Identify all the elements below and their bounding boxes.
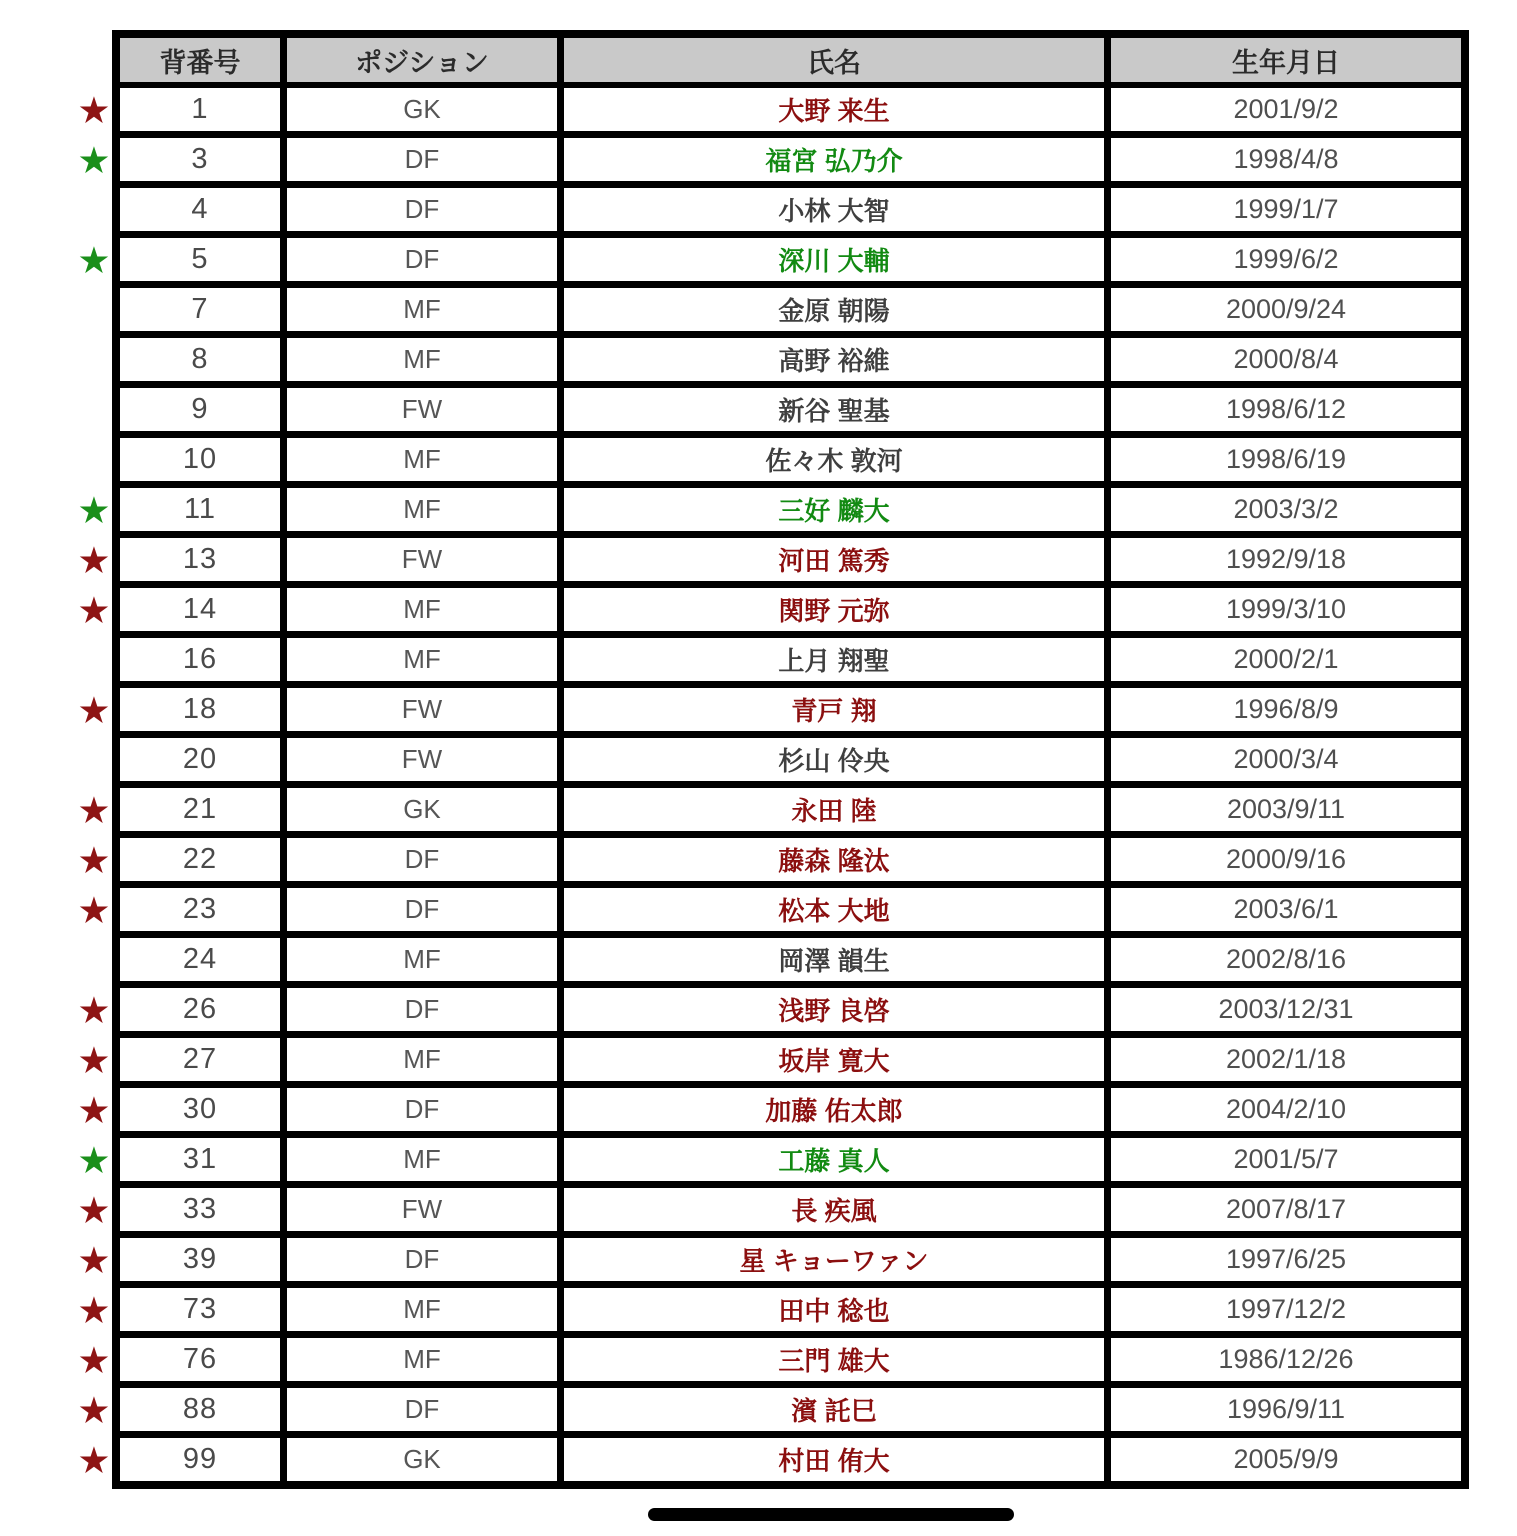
position-cell: MF	[287, 288, 557, 331]
birthdate-cell: 2002/1/18	[1111, 1038, 1461, 1081]
star-icon: ★	[77, 1040, 111, 1081]
birthdate-cell: 2001/5/7	[1111, 1138, 1461, 1181]
birthdate-cell: 2004/2/10	[1111, 1088, 1461, 1131]
position-cell: DF	[287, 188, 557, 231]
jersey-number-cell: 30	[120, 1088, 280, 1131]
position-cell: MF	[287, 588, 557, 631]
star-slot	[76, 89, 112, 132]
jersey-number-cell: 22	[120, 838, 280, 881]
player-name-cell: 加藤 佑太郎	[564, 1088, 1104, 1131]
star-slot	[76, 189, 112, 232]
star-slot	[76, 289, 112, 332]
player-name-cell: 藤森 隆汰	[564, 838, 1104, 881]
player-name-cell: 大野 来生	[564, 88, 1104, 131]
star-slot	[76, 1239, 112, 1282]
star-slot	[76, 489, 112, 532]
player-name-cell: 松本 大地	[564, 888, 1104, 931]
star-icon: ★	[77, 590, 111, 631]
star-icon: ★	[77, 1090, 111, 1131]
column-header-name: 氏名	[564, 38, 1104, 82]
position-cell: FW	[287, 688, 557, 731]
jersey-number-cell: 9	[120, 388, 280, 431]
jersey-number-cell: 31	[120, 1138, 280, 1181]
birthdate-cell: 2007/8/17	[1111, 1188, 1461, 1231]
player-name-cell: 星 キョーワァン	[564, 1238, 1104, 1281]
star-slot	[76, 1339, 112, 1382]
jersey-number-cell: 76	[120, 1338, 280, 1381]
player-name-cell: 三門 雄大	[564, 1338, 1104, 1381]
star-icon: ★	[77, 790, 111, 831]
star-slot	[76, 339, 112, 382]
star-icon: ★	[77, 690, 111, 731]
player-name-cell: 金原 朝陽	[564, 288, 1104, 331]
jersey-number-cell: 27	[120, 1038, 280, 1081]
star-slot	[76, 739, 112, 782]
star-icon: ★	[77, 90, 111, 131]
jersey-number-cell: 88	[120, 1388, 280, 1431]
player-name-cell: 工藤 真人	[564, 1138, 1104, 1181]
jersey-number-cell: 5	[120, 238, 280, 281]
column-header-jersey-number: 背番号	[120, 38, 280, 82]
jersey-number-cell: 23	[120, 888, 280, 931]
position-cell: DF	[287, 988, 557, 1031]
star-icon: ★	[77, 1140, 111, 1181]
birthdate-cell: 1998/4/8	[1111, 138, 1461, 181]
player-name-cell: 濱 託巳	[564, 1388, 1104, 1431]
column-header-birthdate: 生年月日	[1111, 38, 1461, 82]
player-name-cell: 深川 大輔	[564, 238, 1104, 281]
position-cell: GK	[287, 1438, 557, 1481]
position-cell: DF	[287, 838, 557, 881]
player-name-cell: 岡澤 韻生	[564, 938, 1104, 981]
jersey-number-cell: 13	[120, 538, 280, 581]
player-name-cell: 長 疾風	[564, 1188, 1104, 1231]
star-slot	[76, 1289, 112, 1332]
birthdate-cell: 2000/3/4	[1111, 738, 1461, 781]
birthdate-cell: 2003/12/31	[1111, 988, 1461, 1031]
position-cell: DF	[287, 238, 557, 281]
star-icon: ★	[77, 240, 111, 281]
player-name-cell: 佐々木 敦河	[564, 438, 1104, 481]
player-name-cell: 三好 麟大	[564, 488, 1104, 531]
position-cell: MF	[287, 638, 557, 681]
position-cell: MF	[287, 1288, 557, 1331]
position-cell: DF	[287, 1088, 557, 1131]
star-icon: ★	[77, 490, 111, 531]
birthdate-cell: 2000/8/4	[1111, 338, 1461, 381]
star-slot	[76, 1139, 112, 1182]
jersey-number-cell: 4	[120, 188, 280, 231]
jersey-number-cell: 99	[120, 1438, 280, 1481]
jersey-number-cell: 24	[120, 938, 280, 981]
birthdate-cell: 1998/6/12	[1111, 388, 1461, 431]
jersey-number-cell: 20	[120, 738, 280, 781]
position-cell: FW	[287, 1188, 557, 1231]
star-icon: ★	[77, 990, 111, 1031]
position-cell: GK	[287, 88, 557, 131]
star-slot	[76, 639, 112, 682]
birthdate-cell: 1999/3/10	[1111, 588, 1461, 631]
birthdate-cell: 1999/1/7	[1111, 188, 1461, 231]
birthdate-cell: 2000/2/1	[1111, 638, 1461, 681]
star-slot	[76, 539, 112, 582]
jersey-number-cell: 8	[120, 338, 280, 381]
position-cell: MF	[287, 938, 557, 981]
jersey-number-cell: 39	[120, 1238, 280, 1281]
star-slot	[76, 139, 112, 182]
star-slot	[76, 589, 112, 632]
position-cell: FW	[287, 538, 557, 581]
player-name-cell: 新谷 聖基	[564, 388, 1104, 431]
jersey-number-cell: 26	[120, 988, 280, 1031]
birthdate-cell: 2000/9/16	[1111, 838, 1461, 881]
birthdate-cell: 1997/12/2	[1111, 1288, 1461, 1331]
birthdate-cell: 1999/6/2	[1111, 238, 1461, 281]
star-slot	[76, 239, 112, 282]
star-icon: ★	[77, 140, 111, 181]
position-cell: DF	[287, 1388, 557, 1431]
birthdate-cell: 1998/6/19	[1111, 438, 1461, 481]
player-name-cell: 青戸 翔	[564, 688, 1104, 731]
star-icon: ★	[77, 1290, 111, 1331]
jersey-number-cell: 14	[120, 588, 280, 631]
birthdate-cell: 2003/3/2	[1111, 488, 1461, 531]
position-cell: MF	[287, 338, 557, 381]
star-icon: ★	[77, 1240, 111, 1281]
player-name-cell: 杉山 伶央	[564, 738, 1104, 781]
birthdate-cell: 2005/9/9	[1111, 1438, 1461, 1481]
position-cell: MF	[287, 1338, 557, 1381]
star-slot	[76, 1039, 112, 1082]
player-name-cell: 上月 翔聖	[564, 638, 1104, 681]
jersey-number-cell: 11	[120, 488, 280, 531]
jersey-number-cell: 1	[120, 88, 280, 131]
position-cell: MF	[287, 438, 557, 481]
player-name-cell: 河田 篤秀	[564, 538, 1104, 581]
position-cell: MF	[287, 1138, 557, 1181]
position-cell: GK	[287, 788, 557, 831]
birthdate-cell: 1997/6/25	[1111, 1238, 1461, 1281]
birthdate-cell: 2000/9/24	[1111, 288, 1461, 331]
star-slot	[76, 439, 112, 482]
star-slot	[76, 1089, 112, 1132]
position-cell: MF	[287, 488, 557, 531]
star-slot	[76, 1389, 112, 1432]
roster-table	[112, 30, 1469, 1489]
star-slot	[76, 889, 112, 932]
player-name-cell: 田中 稔也	[564, 1288, 1104, 1331]
player-name-cell: 永田 陸	[564, 788, 1104, 831]
star-slot	[76, 689, 112, 732]
star-icon: ★	[77, 890, 111, 931]
player-name-cell: 高野 裕維	[564, 338, 1104, 381]
jersey-number-cell: 10	[120, 438, 280, 481]
horizontal-scrollbar-thumb[interactable]	[648, 1508, 1014, 1521]
star-icon: ★	[77, 1390, 111, 1431]
player-name-cell: 浅野 良啓	[564, 988, 1104, 1031]
position-cell: MF	[287, 1038, 557, 1081]
player-name-cell: 福宮 弘乃介	[564, 138, 1104, 181]
birthdate-cell: 1996/8/9	[1111, 688, 1461, 731]
jersey-number-cell: 18	[120, 688, 280, 731]
birthdate-cell: 2003/6/1	[1111, 888, 1461, 931]
player-name-cell: 坂岸 寛大	[564, 1038, 1104, 1081]
birthdate-cell: 2002/8/16	[1111, 938, 1461, 981]
birthdate-cell: 1996/9/11	[1111, 1388, 1461, 1431]
star-slot	[76, 1189, 112, 1232]
birthdate-cell: 1992/9/18	[1111, 538, 1461, 581]
jersey-number-cell: 21	[120, 788, 280, 831]
position-cell: FW	[287, 388, 557, 431]
position-cell: FW	[287, 738, 557, 781]
birthdate-cell: 2001/9/2	[1111, 88, 1461, 131]
starred-players-column	[76, 89, 112, 1489]
jersey-number-cell: 7	[120, 288, 280, 331]
jersey-number-cell: 33	[120, 1188, 280, 1231]
star-slot	[76, 839, 112, 882]
star-slot	[76, 1439, 112, 1482]
star-slot	[76, 989, 112, 1032]
star-icon: ★	[77, 1440, 111, 1481]
player-name-cell: 小林 大智	[564, 188, 1104, 231]
player-name-cell: 村田 侑大	[564, 1438, 1104, 1481]
star-icon: ★	[77, 1190, 111, 1231]
birthdate-cell: 1986/12/26	[1111, 1338, 1461, 1381]
star-icon: ★	[77, 1340, 111, 1381]
star-slot	[76, 789, 112, 832]
column-header-position: ポジション	[287, 38, 557, 82]
star-slot	[76, 389, 112, 432]
player-name-cell: 関野 元弥	[564, 588, 1104, 631]
birthdate-cell: 2003/9/11	[1111, 788, 1461, 831]
position-cell: DF	[287, 888, 557, 931]
position-cell: DF	[287, 138, 557, 181]
star-slot	[76, 939, 112, 982]
star-icon: ★	[77, 540, 111, 581]
position-cell: DF	[287, 1238, 557, 1281]
star-icon: ★	[77, 840, 111, 881]
jersey-number-cell: 73	[120, 1288, 280, 1331]
jersey-number-cell: 16	[120, 638, 280, 681]
jersey-number-cell: 3	[120, 138, 280, 181]
